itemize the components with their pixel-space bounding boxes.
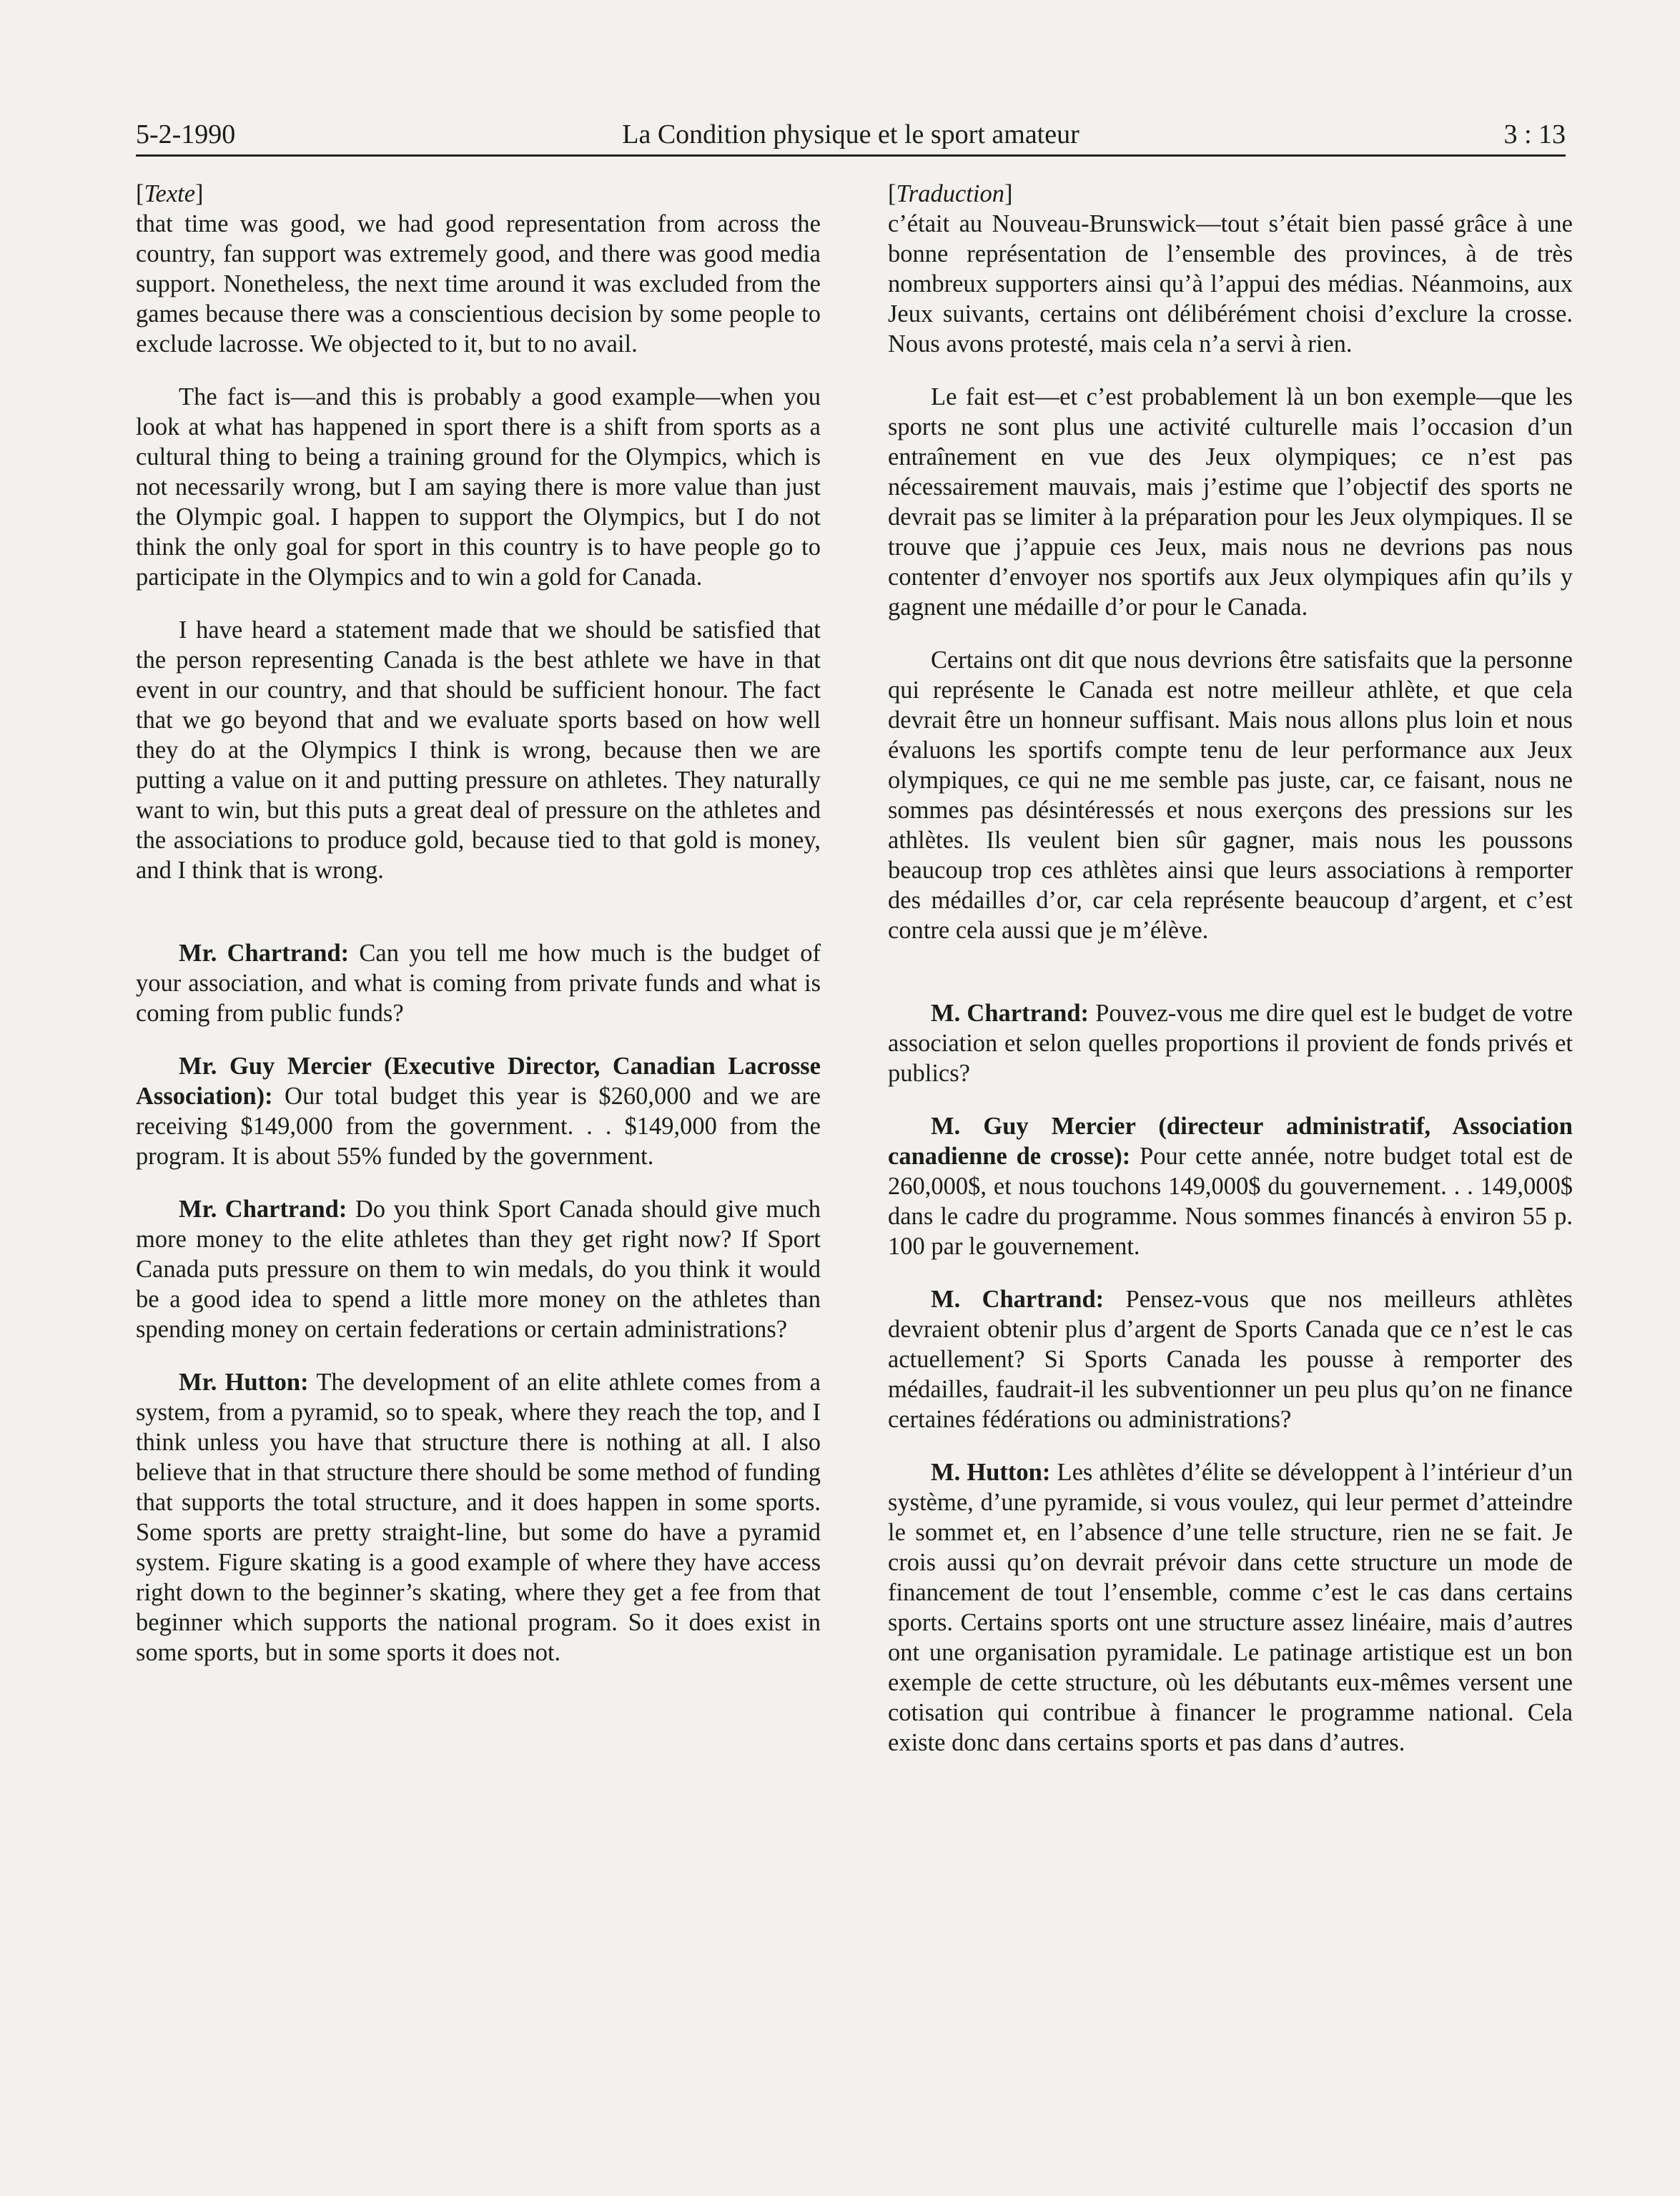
header-title: La Condition physique et le sport amateur [622, 119, 1079, 149]
speaker-paragraph: M. Hutton: Les athlètes d’élite se développent à l’intérieur d’un système, d’une pyramide, si vous voulez, qui leur permet d’atteindre le sommet et, en l’absence d’une telle structure, rien ne se fait. Je crois aussi qu’on devrait prévoir dans cette structure un mode de financement de tout l’ensemble, comme c’est le cas dans certains sports. Certains sports ont une structure assez linéaire, mais d’autres ont une organisation pyramidale. Le patinage artistique est un bon exemple de cette structure, où les débutants eux-mêmes versent une cotisation qui contribue à financer le programme national. Cela existe donc dans certains sports et pas dans d’autres. [888, 1459, 1573, 1756]
speaker-paragraph: Mr. Guy Mercier (Executive Director, Canadian Lacrosse Association): Our total budget this year is $260,000 and we are receiving $149,000 from the government. . . $149,000 from the program. It is about 55% funded by the government. [136, 1053, 821, 1170]
speaker-name: Mr. Chartrand: [179, 1196, 347, 1223]
speaker-name: M. Chartrand: [931, 1286, 1105, 1313]
paragraph: c’était au Nouveau-Brunswick—tout s’était bien passé grâce à une bonne représentation de l’ensemble des provinces, à de très nombreux supporters ainsi qu’à l’appui des médias. Néanmoins, aux Jeux suivants, certains ont délibérément choisi d’exclure la crosse. Nous avons protesté, mais cela n’a servi à rien. [888, 210, 1573, 358]
speaker-name: M. Guy Mercier (directeur administratif, Association canadienne de crosse): [888, 1113, 1573, 1170]
speaker-name: Mr. Chartrand: [179, 940, 350, 967]
speaker-name: M. Hutton: [931, 1459, 1051, 1486]
paragraph: that time was good, we had good representation from across the country, fan support was extremely good, and there was good media support. Nonetheless, the next time around it was excluded from the games because there was a conscientious decision by some people to exclude lacrosse. We objected to it, but to no avail. [136, 210, 821, 358]
english-column [136, 179, 821, 1690]
french-column [888, 179, 1573, 1781]
speaker-paragraph: Mr. Chartrand: Do you think Sport Canada should give much more money to the elite athletes than they get right now? If Sport Canada puts pressure on them to win medals, do you think it would be a good idea to spend a little more money on the athletes than spending money on certain federations or certain administrations? [136, 1196, 821, 1343]
speaker-name: Mr. Hutton: [179, 1369, 309, 1396]
header-date: 5-2-1990 [136, 119, 236, 149]
column-tag-traduction: [Traduction] [888, 180, 1013, 207]
paragraph: I have heard a statement made that we should be satisfied that the person representing Canada is the best athlete we have in that event in our country, and that should be sufficient honour. The fact that we go beyond that and we evaluate sports based on how well they do at the Olympics I think is wrong, because then we are putting a value on it and putting pressure on athletes. They naturally want to win, but this puts a great deal of pressure on the athletes and the associations to produce gold, because tied to that gold is money, and I think that is wrong. [136, 616, 821, 884]
paragraph: The fact is—and this is probably a good example—when you look at what has happened in sport there is a shift from sports as a cultural thing to being a training ground for the Olympics, which is not necessarily wrong, but I am saying there is more value than just the Olympic goal. I happen to support the Olympics, but I do not think the only goal for sport in this country is to have people go to participate in the Olympics and to win a gold for Canada. [136, 383, 821, 591]
speaker-paragraph: Mr. Hutton: The development of an elite athlete comes from a system, from a pyramid, so to speak, where they reach the top, and I think unless you have that structure there is nothing at all. I also believe that in that structure there should be some method of funding that supports the total structure, and it does happen in some sports. Some sports are pretty straight-line, but some do have a pyramid system. Figure skating is a good example of where they have access right down to the beginner’s skating, where they get a fee from that beginner which supports the national program. So it does exist in some sports, but in some sports it does not. [136, 1369, 821, 1666]
page-header [136, 114, 1566, 157]
speaker-paragraph: M. Chartrand: Pensez-vous que nos meilleurs athlètes devraient obtenir plus d’argent de Sports Canada que ce n’est le cas actuellement? Si Sports Canada les pousse à remporter des médailles, faudrait-il les subventionner un peu plus qu’on ne finance certaines fédérations ou administrations? [888, 1286, 1573, 1433]
column-tag-texte: [Texte] [136, 180, 204, 207]
speaker-paragraph: Mr. Chartrand: Can you tell me how much is the budget of your association, and what is coming from private funds and what is coming from public funds? [136, 940, 821, 1027]
speaker-paragraph: M. Chartrand: Pouvez-vous me dire quel est le budget de votre association et selon quelles proportions il provient de fonds privés et publics? [888, 1000, 1573, 1087]
paragraph: Le fait est—et c’est probablement là un bon exemple—que les sports ne sont plus une activité culturelle mais l’occasion d’un entraînement en vue des Jeux olympiques; ce n’est pas nécessairement mauvais, mais j’estime que l’objectif des sports ne devrait pas se limiter à la préparation pour les Jeux olympiques. Il se trouve que j’appuie ces Jeux, mais nous ne devrions pas nous contenter d’envoyer nos sportifs aux Jeux olympiques afin qu’ils y gagnent une médaille d’or pour le Canada. [888, 383, 1573, 621]
speaker-name: M. Chartrand: [931, 1000, 1089, 1027]
paragraph: Certains ont dit que nous devrions être satisfaits que la personne qui représente le Canada est notre meilleur athlète, et que cela devrait être un honneur suffisant. Mais nous allons plus loin et nous évaluons les sportifs compte tenu de leur performance aux Jeux olympiques, ce qui ne me semble pas juste, car, ce faisant, nous ne sommes pas désintéressés et nous exerçons des pressions sur les athlètes. Ils veulent bien sûr gagner, mais nous les poussons beaucoup trop ces athlètes ainsi que leurs associations à remporter des médailles d’or, car cela représente beaucoup d’argent, et c’est contre cela aussi que je m’élève. [888, 646, 1573, 944]
speaker-paragraph: M. Guy Mercier (directeur administratif, Association canadienne de crosse): Pour cette année, notre budget total est de 260,000$, et nous touchons 149,000$ du gouvernement. . . 149,000$ dans le cadre du programme. Nous sommes financés à environ 55 p. 100 par le gouvernement. [888, 1113, 1573, 1260]
speaker-name: Mr. Guy Mercier (Executive Director, Canadian Lacrosse Association): [136, 1053, 821, 1110]
page-number: 3 : 13 [1503, 119, 1566, 149]
